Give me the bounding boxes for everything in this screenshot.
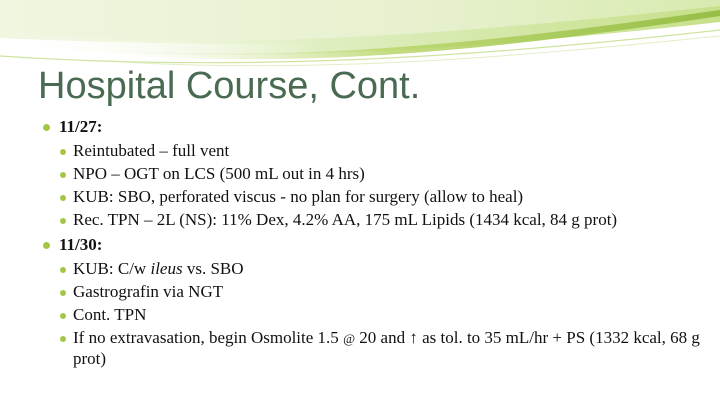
bullet-icon [60, 290, 66, 296]
bullet-icon [60, 195, 66, 201]
bullet-icon [60, 313, 66, 319]
list-item [59, 305, 702, 325]
text-run: If no extravasation, begin Osmolite 1.5 [73, 328, 344, 347]
slide-title: Hospital Course, Cont. [38, 65, 421, 107]
section-11-30 [42, 234, 702, 369]
list-item-text: Cont. TPN [73, 305, 147, 324]
text-run: vs. SBO [182, 259, 244, 278]
list-item-text: Rec. TPN – 2L (NS): 11% Dex, 4.2% AA, 175 mL Lipids (1434 kcal, 84 g prot) [73, 210, 618, 229]
list-item-text: NPO – OGT on LCS (500 mL out in 4 hrs) [73, 164, 365, 183]
text-run: KUB: C/w [73, 259, 151, 278]
section-list [42, 116, 702, 369]
section-items [59, 141, 702, 230]
bullet-icon [60, 267, 66, 273]
at-symbol: @ [343, 331, 356, 346]
italic-term: ileus [150, 259, 183, 278]
list-item [59, 187, 702, 207]
section-11-27 [42, 116, 702, 230]
bullet-icon [60, 149, 66, 155]
list-item-text: Reintubated – full vent [73, 141, 230, 160]
bullet-icon [60, 172, 66, 178]
bullet-icon [60, 336, 66, 342]
list-item-text [73, 259, 702, 279]
list-item [59, 282, 702, 302]
section-date: 11/30: [59, 235, 103, 254]
section-items [59, 259, 702, 369]
list-item [59, 328, 702, 369]
list-item-text: KUB: SBO, perforated viscus - no plan for surgery (allow to heal) [73, 187, 524, 206]
list-item [59, 141, 702, 161]
list-item [59, 259, 702, 279]
bullet-icon [43, 242, 50, 249]
section-date: 11/27: [59, 117, 103, 136]
list-item [59, 164, 702, 184]
list-item-text [73, 328, 702, 369]
list-item [59, 210, 702, 230]
bullet-icon [60, 218, 66, 224]
list-item-text: Gastrografin via NGT [73, 282, 224, 301]
text-run: 20 and ↑ as tol. to 35 mL/hr + PS (1332 kcal, 68 g prot) [73, 328, 700, 368]
bullet-icon [43, 124, 50, 131]
slide-body [42, 116, 702, 373]
